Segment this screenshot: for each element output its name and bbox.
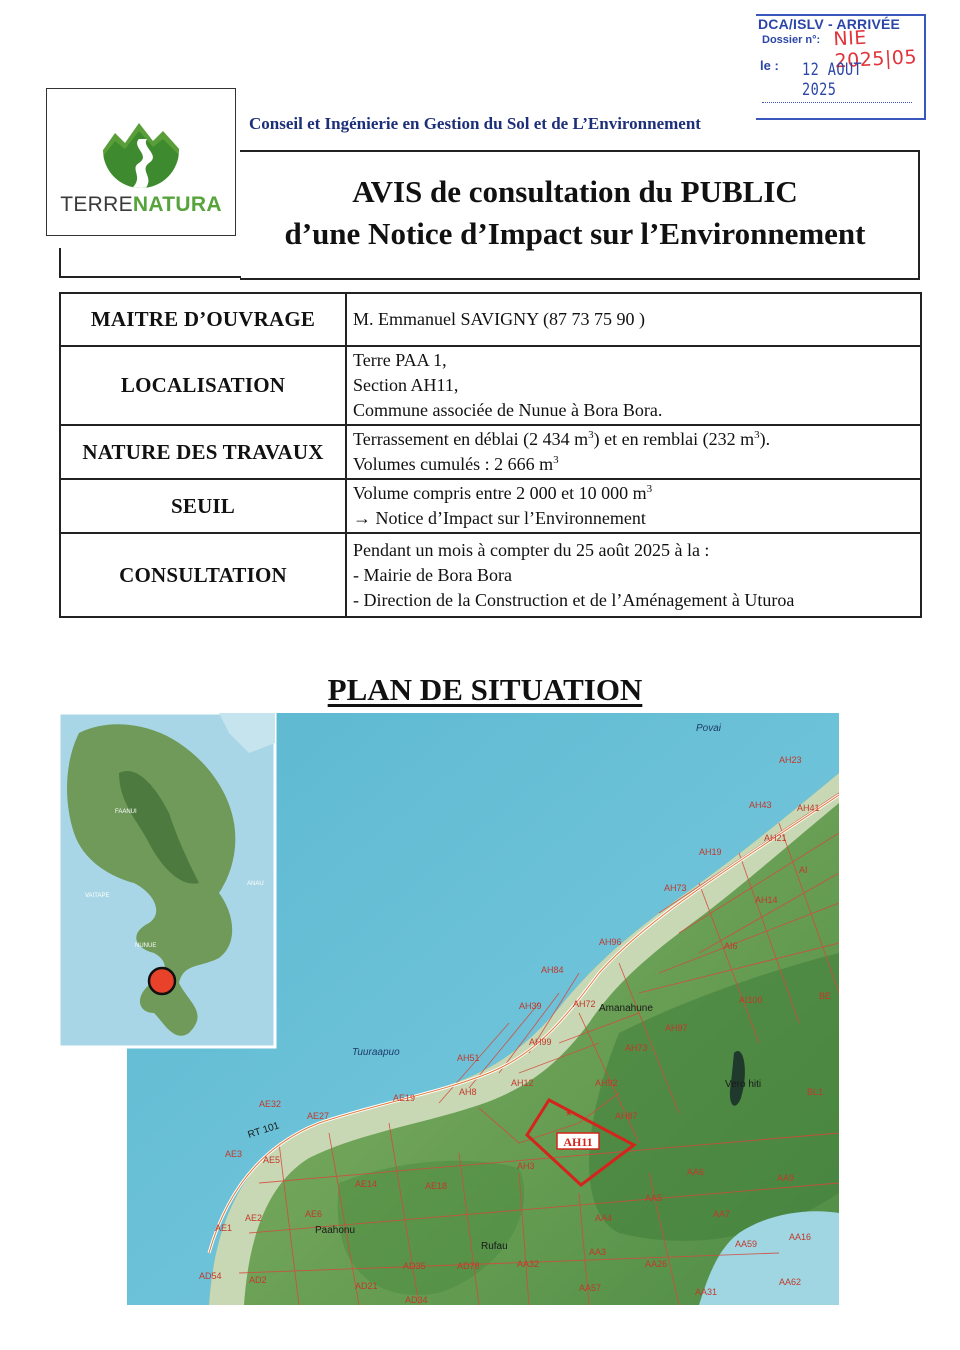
localisation-value — [346, 346, 921, 425]
nature-label: NATURE DES TRAVAUX — [60, 425, 346, 479]
consultation-label: CONSULTATION — [60, 533, 346, 617]
inset-place-nunue: NUNUE — [135, 943, 157, 949]
parcel-label: AA62 — [779, 1277, 802, 1287]
table-row-nature — [60, 425, 921, 479]
parcel-label: AI100 — [739, 995, 763, 1005]
parcel-ah11-marker: * — [566, 1108, 573, 1125]
stamp-signature-line — [762, 102, 912, 103]
inset-place-faanui: FAANUI — [115, 809, 137, 815]
parcel-label: AH43 — [749, 800, 772, 810]
parcel-label: AE19 — [393, 1093, 416, 1103]
parcel-label: AH3 — [517, 1161, 535, 1171]
parcel-label: AD34 — [405, 1295, 428, 1305]
nature-value — [346, 425, 921, 479]
parcel-label: AH21 — [764, 833, 787, 843]
table-row-seuil — [60, 479, 921, 533]
inset-map — [59, 713, 275, 1047]
parcel-label: BL1 — [807, 1087, 824, 1097]
stamp-date-label: le : — [760, 58, 779, 73]
page-title-line-1: AVIS de consultation du PUBLIC — [352, 174, 798, 209]
parcel-label: AD35 — [403, 1261, 426, 1271]
parcel-label: AH73 — [625, 1043, 648, 1053]
parcel-label: AA32 — [517, 1259, 540, 1269]
seuil-line-2: → Notice d’Impact sur l’Environnement — [353, 508, 646, 528]
logo-emblem-icon — [101, 111, 181, 189]
stamp-office: DCA/ISLV - ARRIVÉE — [758, 16, 901, 32]
place-vero-hiti: Vero hiti — [725, 1079, 762, 1090]
parcel-label: AH84 — [541, 965, 564, 975]
parcel-label: AH97 — [665, 1023, 688, 1033]
parcel-label: AA16 — [789, 1232, 812, 1242]
stamp-dossier-label: Dossier n°: — [762, 34, 821, 46]
table-row-localisation — [60, 346, 921, 425]
parcel-label: AH73 — [664, 883, 687, 893]
place-tuuraapuo: Tuuraapuo — [352, 1047, 400, 1058]
parcel-label: AA5 — [645, 1193, 663, 1203]
company-tagline: Conseil et Ingénierie en Gestion du Sol et de L’Environnement — [249, 114, 701, 133]
parcel-label: AI — [799, 865, 808, 875]
title-box-left-border — [59, 248, 61, 278]
parcel-label: AH8 — [459, 1087, 477, 1097]
parcel-label: AH92 — [595, 1078, 618, 1088]
stamp-dossier-value: NIE 2025|05 — [832, 26, 918, 73]
parcel-label: AH14 — [755, 895, 778, 905]
road-label-rt101: RT 101 — [246, 1120, 281, 1141]
logo-wordmark — [47, 193, 235, 217]
inset-place-anau: ANAU — [247, 881, 264, 887]
parcel-label: BE — [819, 991, 832, 1001]
page-title-line-2: d’une Notice d’Impact sur l’Environnement — [284, 216, 866, 251]
parcel-label: AH72 — [573, 999, 596, 1009]
consultation-line: - Direction de la Construction et de l’Aménagement à Uturoa — [353, 589, 795, 610]
parcel-label: AH51 — [457, 1053, 480, 1063]
parcel-label: AE2 — [245, 1213, 263, 1223]
parcel-label: AA26 — [645, 1259, 668, 1269]
nature-line-1: Terrassement en déblai (2 434 $m^3$) et en remblai (232 $m^3$). — [353, 429, 771, 449]
place-rufau: Rufau — [481, 1241, 508, 1252]
localisation-line: Section AH11, — [353, 375, 459, 395]
terrenatura-logo — [46, 88, 236, 236]
localisation-line: Terre PAA 1, — [353, 350, 447, 370]
parcel-label: AH96 — [599, 937, 622, 947]
parcel-label: AA4 — [595, 1213, 613, 1223]
inset-location-marker-icon — [149, 968, 175, 994]
consultation-value — [346, 533, 921, 617]
parcel-label: AE18 — [425, 1181, 448, 1191]
seuil-line-1: Volume compris entre 2 000 et 10 000 $m^3$ — [353, 483, 653, 503]
parcel-label: AD78 — [457, 1261, 480, 1271]
parcel-label: AE27 — [307, 1111, 330, 1121]
plan-title: PLAN DE SITUATION — [327, 672, 643, 707]
parcel-label: AD54 — [199, 1271, 222, 1281]
parcel-label: AH87 — [615, 1111, 638, 1121]
parcel-label: AH99 — [529, 1037, 552, 1047]
parcel-ah11-label: AH11 — [563, 1135, 593, 1149]
table-row-maitre — [60, 293, 921, 346]
parcel-label: AA9 — [777, 1173, 795, 1183]
stamp-date: 12 AOUT 2025 — [802, 60, 863, 100]
parcel-label: AH41 — [797, 803, 820, 813]
consultation-line: - Mairie de Bora Bora — [353, 564, 512, 585]
parcel-label: AA57 — [579, 1283, 602, 1293]
situation-map — [59, 713, 839, 1305]
parcel-label: AA3 — [589, 1247, 607, 1257]
parcel-label: AI6 — [724, 941, 738, 951]
parcel-label: AA6 — [687, 1167, 705, 1177]
nature-line-2: Volumes cumulés : 2 666 $m^3$ — [353, 454, 559, 474]
parcel-label: AA7 — [713, 1209, 731, 1219]
parcel-label: AE1 — [215, 1223, 233, 1233]
title-box — [240, 150, 920, 280]
place-amanahune: Amanahune — [599, 1003, 653, 1014]
parcel-label: AE5 — [263, 1155, 281, 1165]
place-paahonu: Paahonu — [315, 1225, 356, 1236]
maitre-value — [346, 293, 921, 346]
parcel-label: AA31 — [695, 1287, 718, 1297]
localisation-line: Commune associée de Nunue à Bora Bora. — [353, 400, 663, 420]
parcel-label: AE32 — [259, 1099, 282, 1109]
parcel-label: AD21 — [355, 1281, 378, 1291]
parcel-label: AH12 — [511, 1078, 534, 1088]
parcel-label: AH23 — [779, 755, 802, 765]
logo-word-natura: NATURA — [132, 193, 222, 216]
seuil-value — [346, 479, 921, 533]
maitre-value-text: M. Emmanuel SAVIGNY (87 73 75 90 ) — [353, 309, 645, 329]
logo-word-terre: TERRE — [60, 193, 133, 216]
inset-place-vaitape: VAITAPE — [85, 893, 110, 899]
consultation-line: Pendant un mois à compter du 25 août 2025 à la : — [353, 539, 710, 560]
info-table — [59, 292, 922, 618]
table-row-consultation — [60, 533, 921, 617]
parcel-label: AA59 — [735, 1239, 758, 1249]
localisation-label: LOCALISATION — [60, 346, 346, 425]
parcel-label: AD2 — [249, 1275, 267, 1285]
parcel-label: AE3 — [225, 1149, 243, 1159]
maitre-label: MAITRE D’OUVRAGE — [60, 293, 346, 346]
parcel-label: AE6 — [305, 1209, 323, 1219]
parcel-label: AE14 — [355, 1179, 378, 1189]
parcel-label: AH19 — [699, 847, 722, 857]
place-povai: Povai — [696, 723, 722, 734]
seuil-label: SEUIL — [60, 479, 346, 533]
parcel-label: AH39 — [519, 1001, 542, 1011]
title-box-bottom-border — [59, 276, 241, 278]
arrival-stamp — [756, 14, 926, 118]
